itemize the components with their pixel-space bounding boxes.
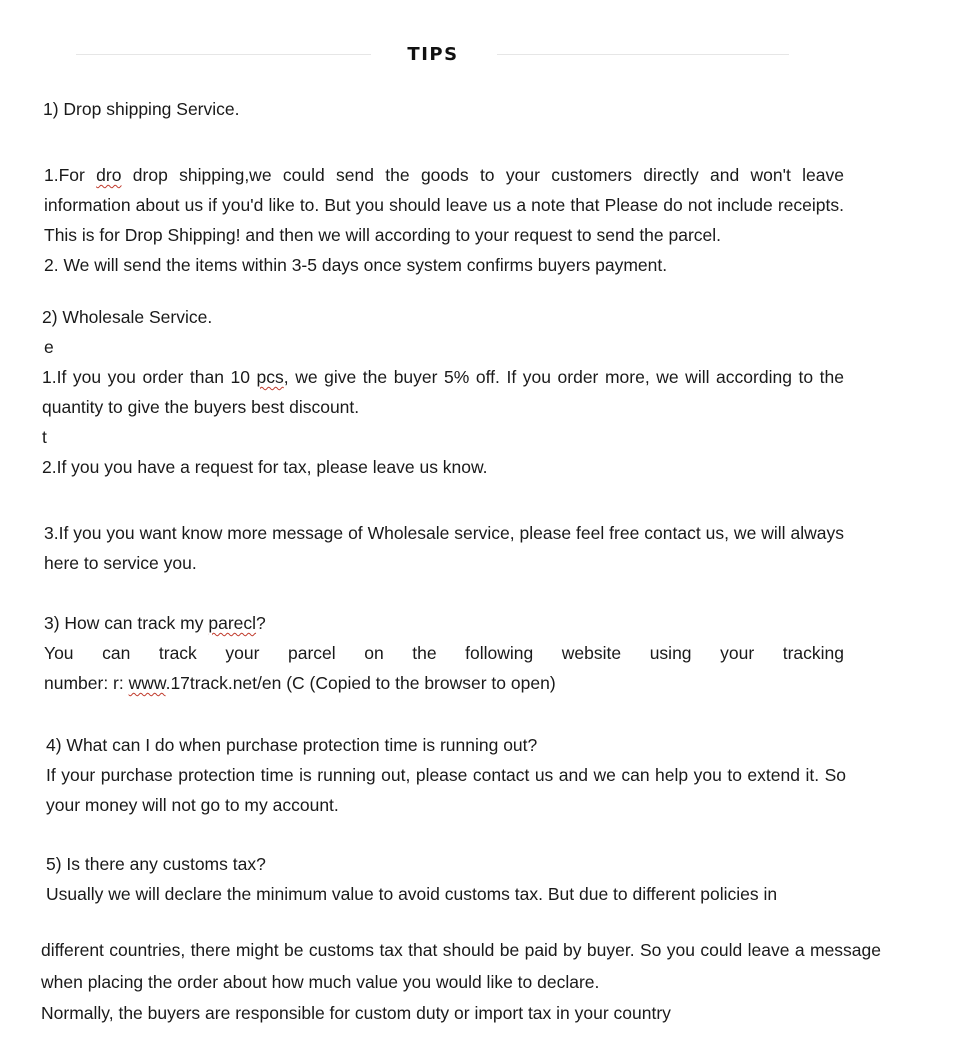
- track-paragraph-2: [44, 671, 556, 695]
- customs-paragraph-2: different countries, there might be customs tax that should be paid by buyer. So you could leave a message when placing the order about how much value you would like to declare.: [41, 940, 881, 992]
- customs-paragraph-1: Usually we will declare the minimum value to avoid customs tax. But due to different policies in: [46, 884, 778, 904]
- dropship-paragraph-1: [44, 160, 844, 250]
- section-heading-customs: 5) Is there any customs tax?: [46, 854, 266, 874]
- track-heading-start: 3) How can track my: [44, 613, 209, 633]
- track-heading-end: ?: [256, 613, 266, 633]
- stray-character: e: [44, 337, 54, 357]
- dropship-paragraph-2: 2. We will send the items within 3-5 days once system confirms buyers payment.: [44, 255, 668, 275]
- tracking-url: .17track.net/en (C (Copied to the browser to open): [165, 673, 556, 693]
- section-heading-dropship: 1) Drop shipping Service.: [43, 99, 240, 119]
- protection-paragraph: If your purchase protection time is running out, please contact us and we can help you to extend it. So your money will not go to my account.: [46, 765, 846, 815]
- spellcheck-word: pcs: [256, 367, 284, 387]
- wholesale-p1-text: , we give the buyer 5% off. If you order more, we will according to the quantity to give the buyers best discount.: [42, 367, 844, 417]
- customs-paragraph-3: Normally, the buyers are responsible for custom duty or import tax in your country: [41, 1003, 671, 1023]
- track-p2-start: number: r:: [44, 673, 129, 693]
- wholesale-paragraph-1: [42, 362, 844, 422]
- section-heading-protection: 4) What can I do when purchase protection time is running out?: [46, 735, 538, 755]
- section-heading-wholesale: 2) Wholesale Service.: [42, 307, 213, 327]
- dropship-p1-number: 1.For: [44, 165, 97, 185]
- title-rule-right: [497, 54, 789, 55]
- title-rule-left: [76, 54, 371, 55]
- spellcheck-word: www: [128, 673, 166, 693]
- stray-character: t: [42, 427, 47, 447]
- spellcheck-word: parecl: [208, 613, 257, 633]
- page-title: TIPS: [407, 44, 459, 65]
- wholesale-paragraph-3: 3.If you you want know more message of Wholesale service, please feel free contact us, we will always here to service you.: [44, 523, 844, 573]
- track-paragraph-1: You can track your parcel on the following website using your tracking: [44, 643, 844, 663]
- wholesale-p1-start: 1.If you you order than 10: [42, 367, 257, 387]
- section-heading-track: [44, 611, 266, 635]
- spellcheck-word: dro: [96, 165, 122, 185]
- wholesale-paragraph-2: 2.If you you have a request for tax, please leave us know.: [42, 457, 488, 477]
- dropship-p1-text: drop shipping,we could send the goods to your customers directly and won't leave information about us if you'd like to. But you should leave us a note that Please do not include receipts. This is for Drop Shipping! and then we will according to your request to send the parcel.: [44, 165, 844, 245]
